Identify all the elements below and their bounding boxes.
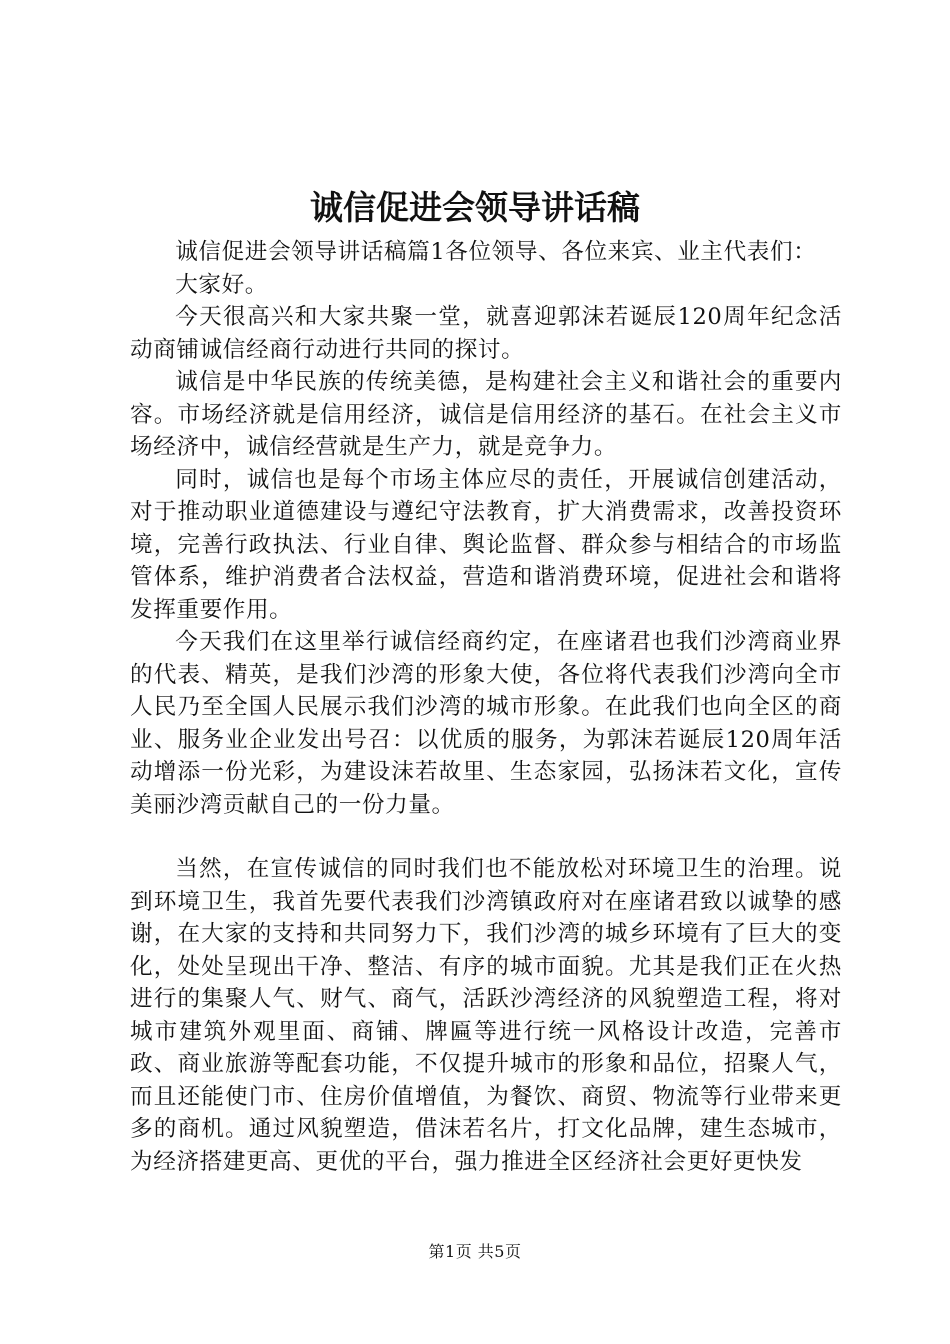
paragraph-4: 诚信是中华民族的传统美德，是构建社会主义和谐社会的重要内容。市场经济就是信用经济，诚信是信用经济的基石。在社会主义市场经济中，诚信经营就是生产力，就是竞争力。: [130, 369, 842, 460]
document-body: [130, 236, 842, 1178]
paragraph-5: 同时，诚信也是每个市场主体应尽的责任，开展诚信创建活动，对于推动职业道德建设与遵纪守法教育，扩大消费需求，改善投资环境，完善行政执法、行业自律、舆论监督、群众参与相结合的市场监管体系，维护消费者合法权益，营造和谐消费环境，促进社会和谐将发挥重要作用。: [130, 466, 842, 623]
paragraph-6: 今天我们在这里举行诚信经商约定，在座诸君也我们沙湾商业界的代表、精英，是我们沙湾的形象大使，各位将代表我们沙湾向全市人民乃至全国人民展示我们沙湾的城市形象。在此我们也向全区的商业、服务业企业发出号召：以优质的服务，为郭沫若诞辰120周年活动增添一份光彩，为建设沫若故里、生态家园，弘扬沫若文化，宣传美丽沙湾贡献自己的一份力量。: [130, 629, 842, 818]
document-title: 诚信促进会领导讲话稿: [310, 188, 640, 227]
page-footer: 第1页 共5页: [428, 1242, 522, 1261]
paragraph-7: 当然，在宣传诚信的同时我们也不能放松对环境卫生的治理。说到环境卫生，我首先要代表我们沙湾镇政府对在座诸君致以诚挚的感谢，在大家的支持和共同努力下，我们沙湾的城乡环境有了巨大的变化，处处呈现出干净、整洁、有序的城市面貌。尤其是我们正在火热进行的集聚人气、财气、商气，活跃沙湾经济的风貌塑造工程，将对城市建筑外观里面、商铺、牌匾等进行统一风格设计改造，完善市政、商业旅游等配套功能，不仅提升城市的形象和品位，招聚人气，而且还能使门市、住房价值增值，为餐饮、商贸、物流等行业带来更多的商机。通过风貌塑造，借沫若名片，打文化品牌，建生态城市，为经济搭建更高、更优的平台，强力推进全区经济社会更好更快发: [130, 856, 842, 1175]
paragraph-2: 大家好。: [175, 271, 268, 298]
paragraph-1: 诚信促进会领导讲话稿篇1各位领导、各位来宾、业主代表们：: [175, 239, 817, 265]
paragraph-3: 今天很高兴和大家共聚一堂，就喜迎郭沫若诞辰120周年纪念活动商铺诚信经商行动进行共同的探讨。: [130, 304, 842, 363]
